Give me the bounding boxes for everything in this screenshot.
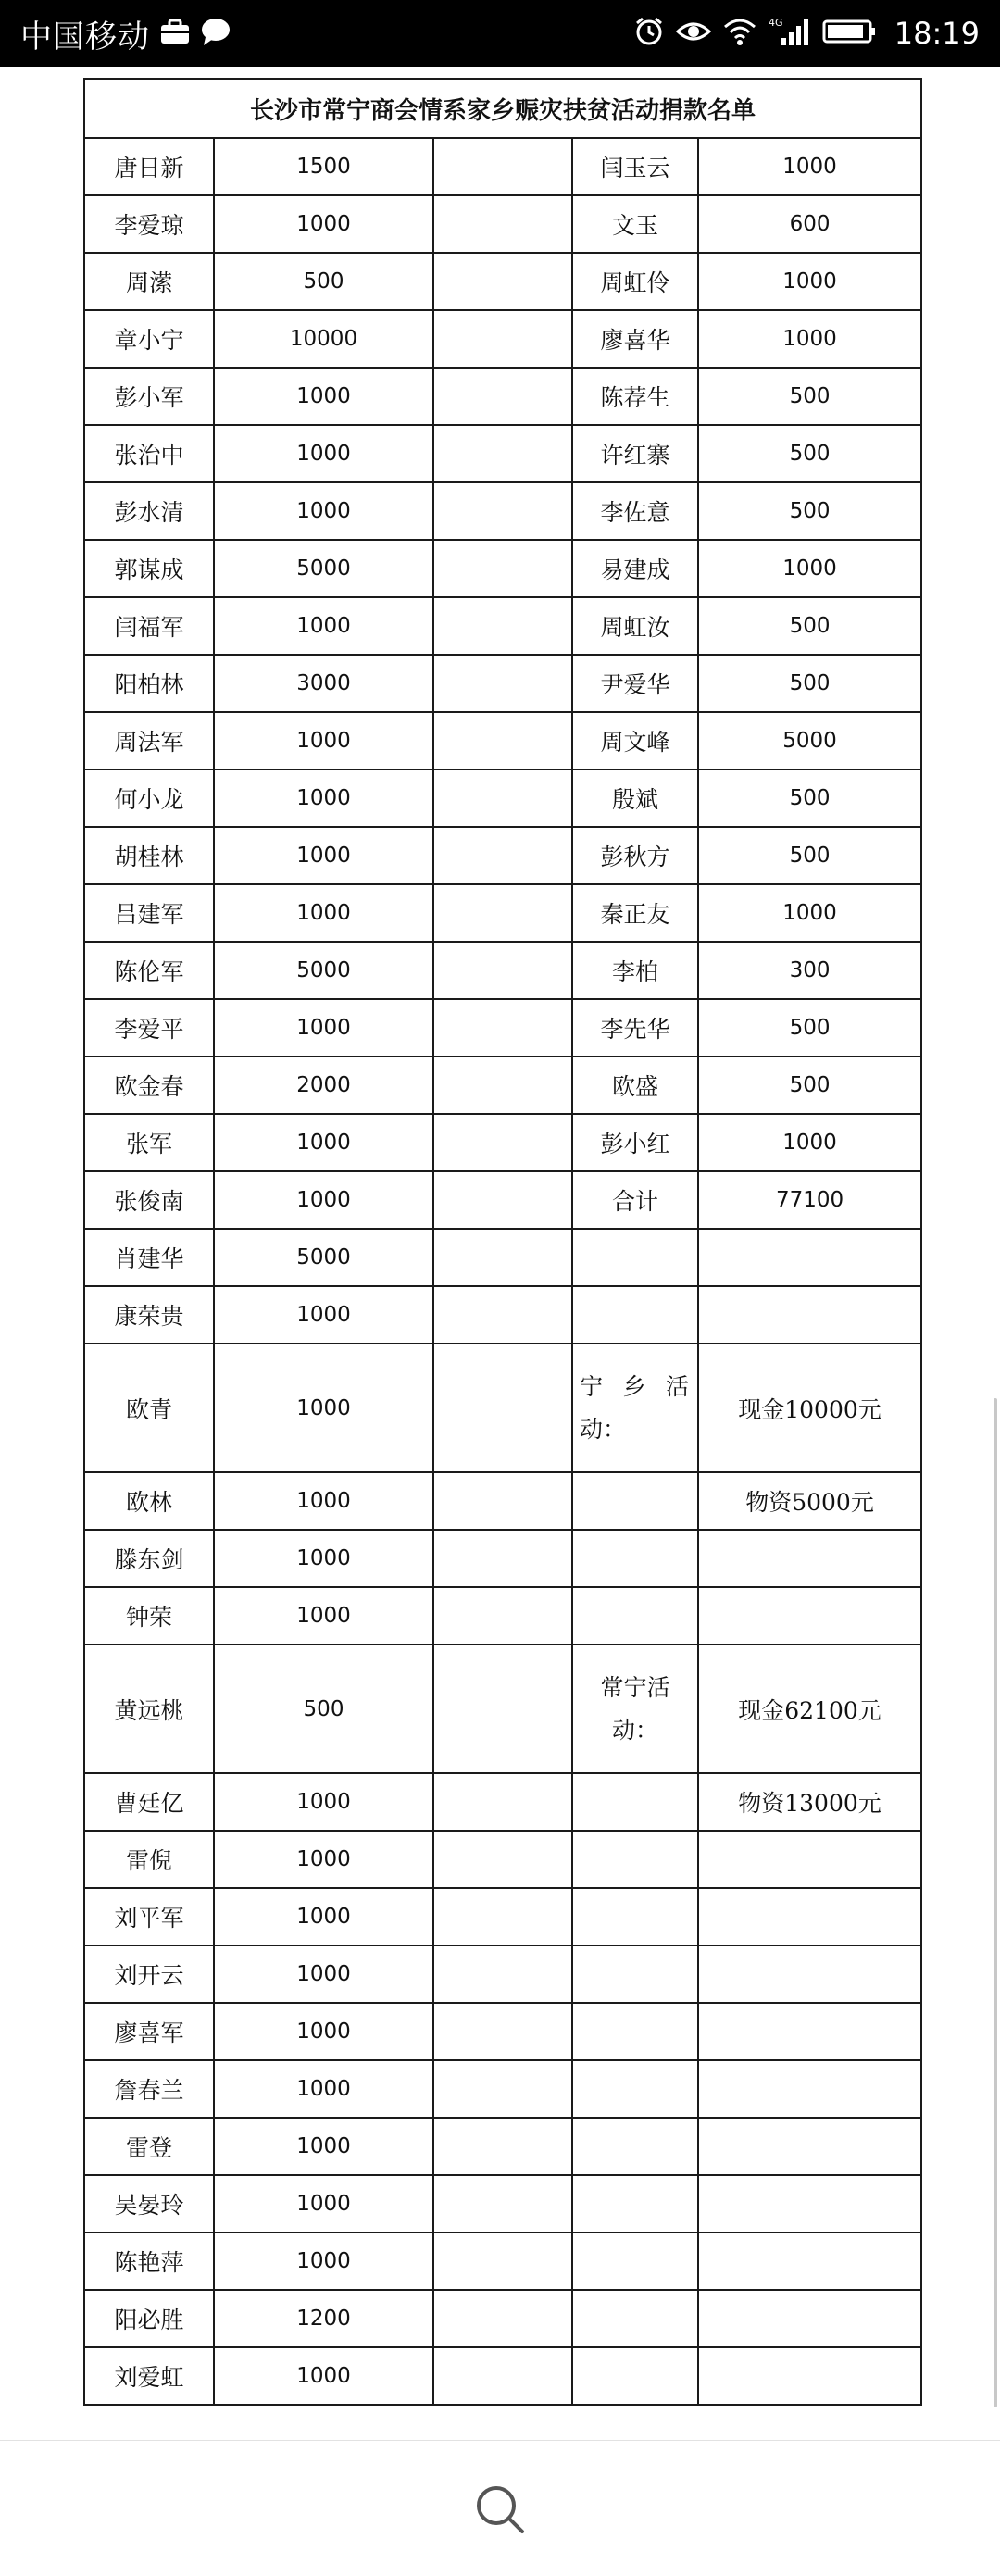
donor-name: 钟荣 [84, 1587, 214, 1644]
empty-cell [433, 827, 572, 884]
donation-amount: 1000 [214, 1114, 433, 1171]
donation-amount: 500 [214, 1644, 433, 1773]
network-type-label: 4G [768, 17, 783, 29]
donation-amount: 2000 [214, 1057, 433, 1114]
empty-cell [433, 2118, 572, 2175]
donor-name: 肖建华 [84, 1229, 214, 1286]
donation-amount: 1000 [698, 884, 921, 942]
donation-amount: 500 [698, 368, 921, 425]
donor-name: 闫福军 [84, 597, 214, 655]
donation-amount: 500 [214, 253, 433, 310]
empty-cell [698, 2290, 921, 2347]
donor-name: 刘爱虹 [84, 2347, 214, 2405]
donor-name [572, 1286, 698, 1344]
donation-amount: 1000 [698, 138, 921, 195]
donor-name: 曹廷亿 [84, 1773, 214, 1831]
table-row [84, 1171, 921, 1229]
search-button[interactable] [469, 2478, 531, 2541]
donation-amount: 1000 [214, 425, 433, 482]
donation-amount: 1000 [698, 253, 921, 310]
activity-label-line1: 常宁活 [600, 1673, 670, 1701]
empty-cell [433, 2003, 572, 2060]
donor-name: 秦正友 [572, 884, 698, 942]
empty-cell [433, 2347, 572, 2405]
table-row [84, 712, 921, 769]
donor-name: 康荣贵 [84, 1286, 214, 1344]
donor-name: 阳必胜 [84, 2290, 214, 2347]
donation-amount: 500 [698, 597, 921, 655]
table-row [84, 1057, 921, 1114]
chat-icon [200, 17, 231, 50]
activity-value: 现金10000元 [698, 1344, 921, 1472]
activity-value: 物资13000元 [698, 1773, 921, 1831]
donation-amount: 5000 [698, 712, 921, 769]
table-row [84, 310, 921, 368]
empty-cell [572, 2060, 698, 2118]
donation-amount: 1000 [214, 1286, 433, 1344]
empty-cell [572, 1530, 698, 1587]
donor-name: 唐日新 [84, 138, 214, 195]
donor-name: 彭小红 [572, 1114, 698, 1171]
empty-cell [572, 1773, 698, 1831]
activity-value [698, 1587, 921, 1644]
empty-cell [698, 2003, 921, 2060]
donation-amount: 1000 [698, 540, 921, 597]
donor-name: 彭秋方 [572, 827, 698, 884]
donation-amount: 1000 [214, 2118, 433, 2175]
donor-name: 合计 [572, 1171, 698, 1229]
empty-cell [433, 1114, 572, 1171]
empty-cell [433, 1587, 572, 1644]
empty-cell [433, 138, 572, 195]
donation-amount: 500 [698, 1057, 921, 1114]
empty-cell [433, 1472, 572, 1530]
empty-cell [433, 712, 572, 769]
donor-name: 许红寨 [572, 425, 698, 482]
donation-amount: 1000 [214, 999, 433, 1057]
empty-cell [433, 2232, 572, 2290]
donation-amount: 1000 [214, 597, 433, 655]
donation-amount: 500 [698, 482, 921, 540]
empty-cell [572, 2175, 698, 2232]
donation-amount: 500 [698, 827, 921, 884]
donation-amount: 1200 [214, 2290, 433, 2347]
donation-amount: 1000 [214, 712, 433, 769]
table-row [84, 884, 921, 942]
empty-cell [433, 368, 572, 425]
donation-amount: 5000 [214, 540, 433, 597]
table-row [84, 425, 921, 482]
donor-name: 吴晏玲 [84, 2175, 214, 2232]
empty-cell [433, 2290, 572, 2347]
donor-name: 刘开云 [84, 1945, 214, 2003]
donor-name: 张军 [84, 1114, 214, 1171]
empty-cell [698, 2118, 921, 2175]
empty-cell [433, 1644, 572, 1773]
donation-amount: 10000 [214, 310, 433, 368]
donation-amount [698, 1229, 921, 1286]
table-row [84, 1286, 921, 1344]
table-row [84, 253, 921, 310]
ningxiang-activity-label [572, 1344, 698, 1472]
empty-cell [433, 884, 572, 942]
donor-name: 滕东剑 [84, 1530, 214, 1587]
donation-amount: 600 [698, 195, 921, 253]
donation-amount: 77100 [698, 1171, 921, 1229]
alarm-icon [633, 16, 665, 51]
table-row [84, 1530, 921, 1587]
donation-amount: 500 [698, 999, 921, 1057]
changning-activity-label [572, 1644, 698, 1773]
donor-name: 闫玉云 [572, 138, 698, 195]
donation-amount: 500 [698, 425, 921, 482]
status-bar [0, 0, 1000, 67]
donation-amount: 1000 [698, 1114, 921, 1171]
table-row [84, 1888, 921, 1945]
donor-name: 詹春兰 [84, 2060, 214, 2118]
donor-name: 廖喜华 [572, 310, 698, 368]
empty-cell [433, 540, 572, 597]
activity-label-line2: 动： [611, 1716, 658, 1744]
donor-name: 尹爱华 [572, 655, 698, 712]
donation-amount: 1000 [214, 1472, 433, 1530]
signal-icon [769, 16, 811, 51]
donor-name: 吕建军 [84, 884, 214, 942]
empty-cell [433, 1831, 572, 1888]
empty-cell [433, 1945, 572, 2003]
table-row [84, 2003, 921, 2060]
table-row [84, 999, 921, 1057]
donation-amount [698, 1286, 921, 1344]
donation-amount: 1000 [214, 2232, 433, 2290]
donor-name: 陈伦军 [84, 942, 214, 999]
table-row [84, 2060, 921, 2118]
donation-list-document [83, 78, 920, 2406]
empty-cell [698, 1888, 921, 1945]
donor-name: 陈荐生 [572, 368, 698, 425]
empty-cell [433, 2060, 572, 2118]
donor-name: 欧青 [84, 1344, 214, 1472]
empty-cell [433, 482, 572, 540]
empty-cell [433, 1888, 572, 1945]
activity-value: 物资5000元 [698, 1472, 921, 1530]
donor-name: 张俊南 [84, 1171, 214, 1229]
table-row [84, 769, 921, 827]
empty-cell [433, 597, 572, 655]
briefcase-icon [159, 18, 191, 49]
donor-name: 欧盛 [572, 1057, 698, 1114]
table-row [84, 195, 921, 253]
donor-name: 郭谋成 [84, 540, 214, 597]
donor-name: 殷斌 [572, 769, 698, 827]
donor-name: 廖喜军 [84, 2003, 214, 2060]
empty-cell [433, 769, 572, 827]
activity-value [698, 1530, 921, 1587]
donor-name: 陈艳萍 [84, 2232, 214, 2290]
donor-name: 张治中 [84, 425, 214, 482]
empty-cell [698, 2175, 921, 2232]
empty-cell [433, 253, 572, 310]
empty-cell [698, 2347, 921, 2405]
eye-icon [676, 19, 711, 48]
donor-name: 欧金春 [84, 1057, 214, 1114]
donor-name: 李先华 [572, 999, 698, 1057]
table-row [84, 540, 921, 597]
table-row [84, 827, 921, 884]
donor-name: 彭小军 [84, 368, 214, 425]
donor-name: 李爱琼 [84, 195, 214, 253]
donation-amount: 1000 [214, 195, 433, 253]
activity-label-line2: 动： [580, 1415, 627, 1443]
donation-amount: 1000 [214, 1344, 433, 1472]
donor-name: 周潆 [84, 253, 214, 310]
table-row [84, 1831, 921, 1888]
donation-amount: 1000 [214, 769, 433, 827]
donation-table [83, 78, 922, 2406]
donation-amount: 1000 [214, 1945, 433, 2003]
empty-cell [572, 1472, 698, 1530]
table-row [84, 1344, 921, 1472]
donation-amount: 1000 [214, 1773, 433, 1831]
table-row [84, 368, 921, 425]
donation-amount: 300 [698, 942, 921, 999]
table-row [84, 597, 921, 655]
empty-cell [433, 1229, 572, 1286]
donation-amount: 1000 [214, 827, 433, 884]
donation-amount: 1000 [214, 1171, 433, 1229]
empty-cell [698, 1831, 921, 1888]
empty-cell [433, 1773, 572, 1831]
empty-cell [433, 1286, 572, 1344]
empty-cell [572, 1831, 698, 1888]
table-row [84, 2175, 921, 2232]
donation-amount: 1000 [214, 2003, 433, 2060]
donation-amount: 500 [698, 769, 921, 827]
table-row [84, 1472, 921, 1530]
donation-amount: 1000 [214, 482, 433, 540]
donation-amount: 1000 [214, 1831, 433, 1888]
bottom-divider [0, 2440, 1000, 2441]
empty-cell [572, 2232, 698, 2290]
donor-name: 周法军 [84, 712, 214, 769]
empty-cell [433, 2175, 572, 2232]
wifi-icon [722, 18, 757, 49]
empty-cell [433, 999, 572, 1057]
donor-name: 周文峰 [572, 712, 698, 769]
donation-amount: 1000 [214, 2347, 433, 2405]
table-row [84, 1773, 921, 1831]
donor-name: 李柏 [572, 942, 698, 999]
donor-name: 彭水清 [84, 482, 214, 540]
empty-cell [572, 1587, 698, 1644]
donor-name: 欧林 [84, 1472, 214, 1530]
donor-name: 李佐意 [572, 482, 698, 540]
donor-name: 何小龙 [84, 769, 214, 827]
table-row [84, 1114, 921, 1171]
activity-label-char: 活 [665, 1372, 689, 1400]
donor-name: 雷登 [84, 2118, 214, 2175]
table-row [84, 138, 921, 195]
activity-label-char: 乡 [622, 1372, 646, 1400]
donation-amount: 1500 [214, 138, 433, 195]
battery-icon [822, 19, 878, 48]
table-row [84, 655, 921, 712]
empty-cell [572, 2003, 698, 2060]
table-row [84, 1229, 921, 1286]
empty-cell [572, 2118, 698, 2175]
donor-name: 文玉 [572, 195, 698, 253]
donation-amount: 1000 [214, 2175, 433, 2232]
table-row [84, 1587, 921, 1644]
donor-name [572, 1229, 698, 1286]
empty-cell [433, 942, 572, 999]
empty-cell [698, 1945, 921, 2003]
donor-name: 黄远桃 [84, 1644, 214, 1773]
table-row [84, 2232, 921, 2290]
donor-name: 周虹伶 [572, 253, 698, 310]
empty-cell [433, 1057, 572, 1114]
empty-cell [698, 2060, 921, 2118]
empty-cell [433, 655, 572, 712]
donor-name: 刘平军 [84, 1888, 214, 1945]
donor-name: 章小宁 [84, 310, 214, 368]
document-title: 长沙市常宁商会情系家乡赈灾扶贫活动捐款名单 [84, 79, 921, 138]
empty-cell [433, 1344, 572, 1472]
donation-amount: 1000 [214, 368, 433, 425]
search-icon [469, 2478, 531, 2541]
donation-amount: 1000 [214, 884, 433, 942]
empty-cell [572, 1945, 698, 2003]
donor-name: 周虹汝 [572, 597, 698, 655]
empty-cell [433, 195, 572, 253]
empty-cell [433, 1171, 572, 1229]
empty-cell [433, 425, 572, 482]
empty-cell [433, 310, 572, 368]
table-row [84, 2118, 921, 2175]
scrollbar[interactable] [994, 1398, 997, 2407]
table-row [84, 2347, 921, 2405]
table-row [84, 2290, 921, 2347]
carrier-name: 中国移动 [20, 18, 150, 56]
table-title-row [84, 79, 921, 138]
empty-cell [433, 1530, 572, 1587]
donation-amount: 1000 [698, 310, 921, 368]
donor-name: 胡桂林 [84, 827, 214, 884]
activity-label-line1 [580, 1366, 689, 1408]
table-row [84, 1644, 921, 1773]
clock-time: 18:19 [894, 16, 980, 51]
empty-cell [698, 2232, 921, 2290]
donor-name: 易建成 [572, 540, 698, 597]
donation-amount: 5000 [214, 1229, 433, 1286]
activity-value: 现金62100元 [698, 1644, 921, 1773]
donation-amount: 1000 [214, 1587, 433, 1644]
donor-name: 阳柏林 [84, 655, 214, 712]
activity-label-char: 宁 [580, 1372, 604, 1400]
table-row [84, 482, 921, 540]
empty-cell [572, 1888, 698, 1945]
donation-amount: 500 [698, 655, 921, 712]
empty-cell [572, 2347, 698, 2405]
table-row [84, 1945, 921, 2003]
donor-name: 李爱平 [84, 999, 214, 1057]
table-row [84, 942, 921, 999]
donation-amount: 1000 [214, 1888, 433, 1945]
donation-amount: 5000 [214, 942, 433, 999]
donor-name: 雷倪 [84, 1831, 214, 1888]
donation-amount: 1000 [214, 1530, 433, 1587]
donation-amount: 1000 [214, 2060, 433, 2118]
empty-cell [572, 2290, 698, 2347]
donation-amount: 3000 [214, 655, 433, 712]
